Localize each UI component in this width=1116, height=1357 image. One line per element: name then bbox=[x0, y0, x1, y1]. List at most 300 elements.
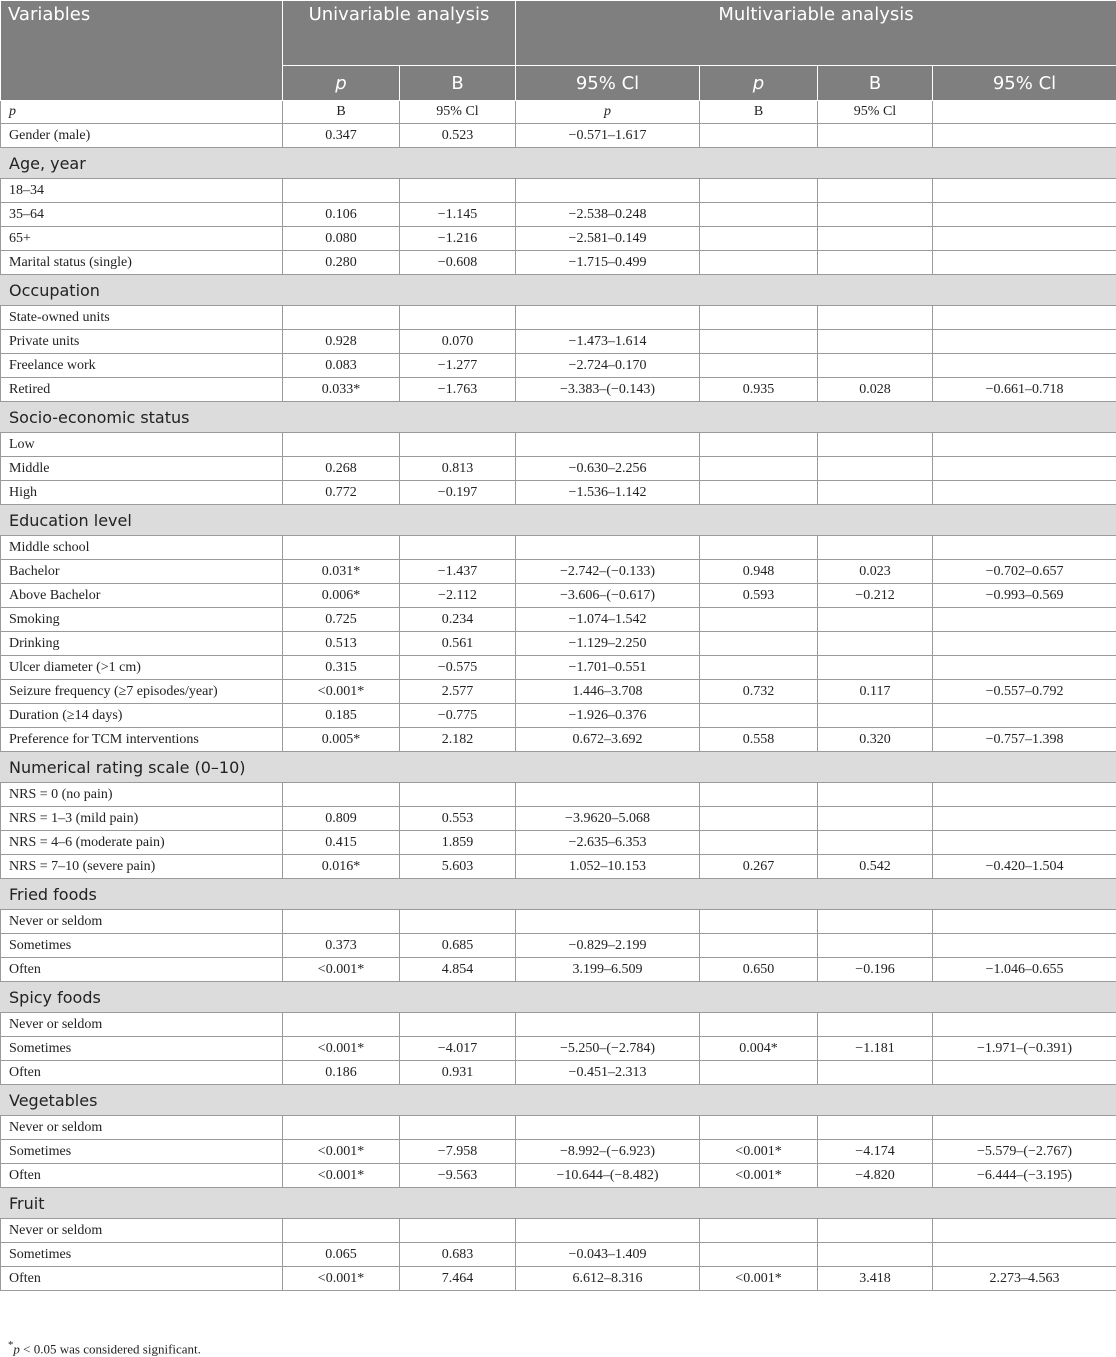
table-cell bbox=[818, 536, 933, 560]
table-cell bbox=[400, 1116, 516, 1140]
table-cell bbox=[818, 656, 933, 680]
table-row bbox=[1, 680, 1116, 704]
table-cell: 1.052–10.153 bbox=[516, 855, 700, 879]
table-cell: 0.672–3.692 bbox=[516, 728, 700, 752]
row-label: Private units bbox=[1, 330, 283, 354]
section-row bbox=[1, 982, 1116, 1013]
table-cell: 0.185 bbox=[283, 704, 400, 728]
table-cell bbox=[818, 124, 933, 148]
subheader-cell: p bbox=[1, 101, 283, 124]
table-cell bbox=[700, 306, 818, 330]
table-cell bbox=[283, 910, 400, 934]
table-cell: 6.612–8.316 bbox=[516, 1267, 700, 1291]
table-cell: 0.725 bbox=[283, 608, 400, 632]
header-univariable: Univariable analysis bbox=[283, 1, 516, 66]
subheader-cell: B bbox=[700, 101, 818, 124]
table-cell bbox=[700, 251, 818, 275]
table-cell bbox=[700, 608, 818, 632]
table-cell: <0.001* bbox=[700, 1164, 818, 1188]
row-label: NRS = 7–10 (severe pain) bbox=[1, 855, 283, 879]
header-uni-p: p bbox=[283, 66, 400, 101]
table-cell: 0.234 bbox=[400, 608, 516, 632]
table-cell bbox=[283, 433, 400, 457]
table-row bbox=[1, 807, 1116, 831]
table-cell: −2.112 bbox=[400, 584, 516, 608]
table-cell: 0.561 bbox=[400, 632, 516, 656]
table-cell: 2.273–4.563 bbox=[933, 1267, 1116, 1291]
table-cell bbox=[283, 1219, 400, 1243]
section-row bbox=[1, 1188, 1116, 1219]
row-label: State-owned units bbox=[1, 306, 283, 330]
section-label: Fried foods bbox=[1, 879, 1116, 910]
table-row bbox=[1, 378, 1116, 402]
table-cell bbox=[516, 1116, 700, 1140]
table-cell: −2.581–0.149 bbox=[516, 227, 700, 251]
table-row bbox=[1, 728, 1116, 752]
table-cell: −0.757–1.398 bbox=[933, 728, 1116, 752]
row-label: Ulcer diameter (>1 cm) bbox=[1, 656, 283, 680]
table-cell: 0.415 bbox=[283, 831, 400, 855]
table-cell bbox=[700, 354, 818, 378]
header-variables: Variables bbox=[1, 1, 283, 101]
table-cell bbox=[400, 306, 516, 330]
table-row bbox=[1, 203, 1116, 227]
table-row bbox=[1, 608, 1116, 632]
table-cell bbox=[933, 910, 1116, 934]
table-cell: 0.732 bbox=[700, 680, 818, 704]
table-cell bbox=[283, 306, 400, 330]
table-cell bbox=[933, 783, 1116, 807]
table-cell: −1.129–2.250 bbox=[516, 632, 700, 656]
section-row bbox=[1, 148, 1116, 179]
row-label: NRS = 4–6 (moderate pain) bbox=[1, 831, 283, 855]
table-cell: −0.212 bbox=[818, 584, 933, 608]
table-cell bbox=[400, 536, 516, 560]
table-cell: −1.701–0.551 bbox=[516, 656, 700, 680]
section-row bbox=[1, 879, 1116, 910]
table-cell: −0.420–1.504 bbox=[933, 855, 1116, 879]
table-cell bbox=[818, 1013, 933, 1037]
table-cell bbox=[818, 354, 933, 378]
table-cell bbox=[700, 481, 818, 505]
row-label: Sometimes bbox=[1, 1243, 283, 1267]
table-cell: 3.199–6.509 bbox=[516, 958, 700, 982]
header-multivariable: Multivariable analysis bbox=[516, 1, 1116, 66]
table-cell: 0.083 bbox=[283, 354, 400, 378]
table-cell bbox=[933, 831, 1116, 855]
table-cell: 0.005* bbox=[283, 728, 400, 752]
table-header bbox=[1, 1, 1116, 101]
table-row bbox=[1, 1061, 1116, 1085]
table-cell bbox=[933, 1013, 1116, 1037]
table-cell: −3.606–(−0.617) bbox=[516, 584, 700, 608]
table-row bbox=[1, 704, 1116, 728]
table-row bbox=[1, 1116, 1116, 1140]
section-label: Age, year bbox=[1, 148, 1116, 179]
row-label: Freelance work bbox=[1, 354, 283, 378]
table-cell bbox=[516, 306, 700, 330]
table-cell: −1.971–(−0.391) bbox=[933, 1037, 1116, 1061]
section-row bbox=[1, 1085, 1116, 1116]
table-cell: 0.186 bbox=[283, 1061, 400, 1085]
table-cell bbox=[933, 227, 1116, 251]
table-cell: 4.854 bbox=[400, 958, 516, 982]
table-cell bbox=[516, 179, 700, 203]
table-row bbox=[1, 831, 1116, 855]
table-cell: 2.577 bbox=[400, 680, 516, 704]
table-cell bbox=[400, 433, 516, 457]
subheader-row bbox=[1, 101, 1116, 124]
table-cell bbox=[818, 608, 933, 632]
table-cell: 1.859 bbox=[400, 831, 516, 855]
table-cell bbox=[818, 1061, 933, 1085]
table-cell bbox=[700, 330, 818, 354]
row-label: Above Bachelor bbox=[1, 584, 283, 608]
row-label: Often bbox=[1, 1267, 283, 1291]
table-cell: 0.006* bbox=[283, 584, 400, 608]
table-cell bbox=[283, 1116, 400, 1140]
table-cell: <0.001* bbox=[700, 1267, 818, 1291]
row-label: Sometimes bbox=[1, 1037, 283, 1061]
table-cell bbox=[818, 457, 933, 481]
table-cell: 0.070 bbox=[400, 330, 516, 354]
table-cell: −1.074–1.542 bbox=[516, 608, 700, 632]
table-cell bbox=[700, 831, 818, 855]
table-cell bbox=[700, 124, 818, 148]
table-cell: 0.683 bbox=[400, 1243, 516, 1267]
table-cell bbox=[700, 910, 818, 934]
section-row bbox=[1, 505, 1116, 536]
table-cell: 0.268 bbox=[283, 457, 400, 481]
footnote-text: < 0.05 was considered significant. bbox=[20, 1341, 201, 1356]
row-label: 65+ bbox=[1, 227, 283, 251]
table-body bbox=[1, 101, 1116, 1291]
table-cell bbox=[516, 783, 700, 807]
header-multi-b: B bbox=[818, 66, 933, 101]
table-cell bbox=[700, 704, 818, 728]
table-cell bbox=[933, 656, 1116, 680]
table-cell bbox=[700, 227, 818, 251]
header-multi-p: p bbox=[700, 66, 818, 101]
table-cell bbox=[818, 481, 933, 505]
table-cell: 0.593 bbox=[700, 584, 818, 608]
row-label: High bbox=[1, 481, 283, 505]
table-cell: −8.992–(−6.923) bbox=[516, 1140, 700, 1164]
table-cell: −0.571–1.617 bbox=[516, 124, 700, 148]
header-uni-ci: 95% Cl bbox=[516, 66, 700, 101]
table-cell: 0.280 bbox=[283, 251, 400, 275]
table-cell bbox=[283, 536, 400, 560]
section-label: Spicy foods bbox=[1, 982, 1116, 1013]
row-label: 35–64 bbox=[1, 203, 283, 227]
table-cell: <0.001* bbox=[283, 1267, 400, 1291]
table-cell bbox=[700, 656, 818, 680]
table-cell bbox=[700, 203, 818, 227]
table-cell: −0.702–0.657 bbox=[933, 560, 1116, 584]
table-cell: 0.106 bbox=[283, 203, 400, 227]
table-cell: 0.004* bbox=[700, 1037, 818, 1061]
table-cell bbox=[818, 330, 933, 354]
table-cell: 2.182 bbox=[400, 728, 516, 752]
table-cell bbox=[933, 1061, 1116, 1085]
table-cell bbox=[818, 1243, 933, 1267]
table-cell bbox=[400, 783, 516, 807]
table-row bbox=[1, 536, 1116, 560]
table-cell: 0.315 bbox=[283, 656, 400, 680]
table-cell bbox=[933, 608, 1116, 632]
table-cell: −10.644–(−8.482) bbox=[516, 1164, 700, 1188]
row-label: Often bbox=[1, 958, 283, 982]
table-row bbox=[1, 227, 1116, 251]
row-label: Marital status (single) bbox=[1, 251, 283, 275]
table-cell: −2.538–0.248 bbox=[516, 203, 700, 227]
table-cell bbox=[700, 1061, 818, 1085]
row-label: Preference for TCM interventions bbox=[1, 728, 283, 752]
table-cell: 0.809 bbox=[283, 807, 400, 831]
table-row bbox=[1, 560, 1116, 584]
row-label: Never or seldom bbox=[1, 910, 283, 934]
table-cell: 0.558 bbox=[700, 728, 818, 752]
table-row bbox=[1, 1013, 1116, 1037]
table-cell: −1.277 bbox=[400, 354, 516, 378]
table-cell: −4.017 bbox=[400, 1037, 516, 1061]
table-cell: −5.250–(−2.784) bbox=[516, 1037, 700, 1061]
table-cell: −0.196 bbox=[818, 958, 933, 982]
table-cell bbox=[933, 433, 1116, 457]
row-label: NRS = 0 (no pain) bbox=[1, 783, 283, 807]
table-row bbox=[1, 656, 1116, 680]
table-row bbox=[1, 910, 1116, 934]
table-cell bbox=[933, 179, 1116, 203]
table-cell bbox=[700, 179, 818, 203]
table-cell: −7.958 bbox=[400, 1140, 516, 1164]
table-cell: 0.935 bbox=[700, 378, 818, 402]
table-cell: 7.464 bbox=[400, 1267, 516, 1291]
table-cell: −2.724–0.170 bbox=[516, 354, 700, 378]
table-cell: 0.065 bbox=[283, 1243, 400, 1267]
table-cell: 0.553 bbox=[400, 807, 516, 831]
row-label: Never or seldom bbox=[1, 1013, 283, 1037]
table-cell: −0.043–1.409 bbox=[516, 1243, 700, 1267]
table-row bbox=[1, 934, 1116, 958]
footnote-p: p bbox=[13, 1341, 20, 1356]
subheader-cell: B bbox=[283, 101, 400, 124]
table-cell: 0.373 bbox=[283, 934, 400, 958]
table-cell: −0.451–2.313 bbox=[516, 1061, 700, 1085]
table-cell bbox=[818, 783, 933, 807]
row-label: Middle school bbox=[1, 536, 283, 560]
row-label: NRS = 1–3 (mild pain) bbox=[1, 807, 283, 831]
row-label: Smoking bbox=[1, 608, 283, 632]
table-cell: −1.763 bbox=[400, 378, 516, 402]
header-uni-b: B bbox=[400, 66, 516, 101]
table-cell: 0.117 bbox=[818, 680, 933, 704]
table-cell bbox=[818, 807, 933, 831]
row-label: Drinking bbox=[1, 632, 283, 656]
table-cell: −0.557–0.792 bbox=[933, 680, 1116, 704]
table-cell: −0.575 bbox=[400, 656, 516, 680]
footnote bbox=[8, 1339, 201, 1357]
section-row bbox=[1, 752, 1116, 783]
table-cell: −3.9620–5.068 bbox=[516, 807, 700, 831]
table-cell: 3.418 bbox=[818, 1267, 933, 1291]
table-cell: −6.444–(−3.195) bbox=[933, 1164, 1116, 1188]
table-row bbox=[1, 354, 1116, 378]
table-cell bbox=[818, 934, 933, 958]
table-cell bbox=[933, 1116, 1116, 1140]
table-cell bbox=[400, 910, 516, 934]
row-label: Never or seldom bbox=[1, 1219, 283, 1243]
table-cell: 0.685 bbox=[400, 934, 516, 958]
footnote-mark: * bbox=[8, 1339, 13, 1351]
table-cell: 0.033* bbox=[283, 378, 400, 402]
table-row bbox=[1, 330, 1116, 354]
row-label: Often bbox=[1, 1164, 283, 1188]
table-cell bbox=[933, 306, 1116, 330]
table-cell bbox=[818, 704, 933, 728]
table-cell: −1.473–1.614 bbox=[516, 330, 700, 354]
table-cell bbox=[400, 1219, 516, 1243]
table-cell: 5.603 bbox=[400, 855, 516, 879]
table-cell: 0.650 bbox=[700, 958, 818, 982]
table-cell: −2.635–6.353 bbox=[516, 831, 700, 855]
table-cell bbox=[933, 1219, 1116, 1243]
table-cell bbox=[516, 433, 700, 457]
table-cell: <0.001* bbox=[700, 1140, 818, 1164]
section-label: Numerical rating scale (0–10) bbox=[1, 752, 1116, 783]
row-label: Often bbox=[1, 1061, 283, 1085]
table-cell bbox=[516, 536, 700, 560]
table-cell: 0.542 bbox=[818, 855, 933, 879]
subheader-cell: p bbox=[516, 101, 700, 124]
table-cell bbox=[818, 251, 933, 275]
table-cell: −0.630–2.256 bbox=[516, 457, 700, 481]
table-cell: −3.383–(−0.143) bbox=[516, 378, 700, 402]
table-cell: −4.820 bbox=[818, 1164, 933, 1188]
table-row bbox=[1, 783, 1116, 807]
row-label: Never or seldom bbox=[1, 1116, 283, 1140]
table-row bbox=[1, 251, 1116, 275]
table-cell bbox=[818, 179, 933, 203]
section-label: Fruit bbox=[1, 1188, 1116, 1219]
table-cell bbox=[818, 1219, 933, 1243]
table-cell: −4.174 bbox=[818, 1140, 933, 1164]
table-cell bbox=[933, 536, 1116, 560]
table-cell: −5.579–(−2.767) bbox=[933, 1140, 1116, 1164]
section-row bbox=[1, 402, 1116, 433]
row-label: Bachelor bbox=[1, 560, 283, 584]
table-row bbox=[1, 481, 1116, 505]
table-cell bbox=[400, 1013, 516, 1037]
table-cell: −0.829–2.199 bbox=[516, 934, 700, 958]
subheader-cell bbox=[933, 101, 1116, 124]
table-cell: −1.715–0.499 bbox=[516, 251, 700, 275]
table-cell bbox=[283, 783, 400, 807]
table-cell bbox=[933, 251, 1116, 275]
row-label: Duration (≥14 days) bbox=[1, 704, 283, 728]
table-cell bbox=[933, 330, 1116, 354]
row-label: Sometimes bbox=[1, 934, 283, 958]
table-cell: −1.216 bbox=[400, 227, 516, 251]
row-label: Sometimes bbox=[1, 1140, 283, 1164]
table-row bbox=[1, 1219, 1116, 1243]
table-cell: <0.001* bbox=[283, 1140, 400, 1164]
table-cell: 0.080 bbox=[283, 227, 400, 251]
section-label: Vegetables bbox=[1, 1085, 1116, 1116]
subheader-cell: 95% Cl bbox=[818, 101, 933, 124]
table-cell bbox=[818, 632, 933, 656]
section-label: Socio-economic status bbox=[1, 402, 1116, 433]
table-cell bbox=[933, 203, 1116, 227]
table-cell: 0.031* bbox=[283, 560, 400, 584]
table-cell: −9.563 bbox=[400, 1164, 516, 1188]
table-cell bbox=[818, 1116, 933, 1140]
table-cell: −0.661–0.718 bbox=[933, 378, 1116, 402]
table-cell: 0.347 bbox=[283, 124, 400, 148]
table-cell: −1.046–0.655 bbox=[933, 958, 1116, 982]
subheader-cell: 95% Cl bbox=[400, 101, 516, 124]
table-cell bbox=[933, 354, 1116, 378]
table-cell: −0.608 bbox=[400, 251, 516, 275]
table-cell: −1.181 bbox=[818, 1037, 933, 1061]
table-cell bbox=[933, 1243, 1116, 1267]
section-row bbox=[1, 275, 1116, 306]
table-row bbox=[1, 584, 1116, 608]
table-row bbox=[1, 855, 1116, 879]
table-cell bbox=[516, 1013, 700, 1037]
table-cell: 0.023 bbox=[818, 560, 933, 584]
table-cell: −0.993–0.569 bbox=[933, 584, 1116, 608]
table-cell: −1.145 bbox=[400, 203, 516, 227]
table-cell bbox=[933, 632, 1116, 656]
table-cell bbox=[818, 306, 933, 330]
table-cell bbox=[516, 910, 700, 934]
table-cell bbox=[700, 536, 818, 560]
table-cell bbox=[516, 1219, 700, 1243]
table-cell bbox=[933, 124, 1116, 148]
section-label: Education level bbox=[1, 505, 1116, 536]
row-label: Middle bbox=[1, 457, 283, 481]
table-cell: −2.742–(−0.133) bbox=[516, 560, 700, 584]
table-cell bbox=[700, 1219, 818, 1243]
table-row bbox=[1, 457, 1116, 481]
table-cell bbox=[700, 934, 818, 958]
table-cell: −1.536–1.142 bbox=[516, 481, 700, 505]
table-cell: −0.775 bbox=[400, 704, 516, 728]
table-cell bbox=[700, 632, 818, 656]
table-cell: 0.267 bbox=[700, 855, 818, 879]
table-cell bbox=[933, 481, 1116, 505]
header-multi-ci: 95% Cl bbox=[933, 66, 1116, 101]
table-cell: <0.001* bbox=[283, 1164, 400, 1188]
table-cell bbox=[400, 179, 516, 203]
table-cell bbox=[818, 831, 933, 855]
table-cell: 1.446–3.708 bbox=[516, 680, 700, 704]
table-cell: −1.437 bbox=[400, 560, 516, 584]
table-cell bbox=[933, 704, 1116, 728]
table-cell bbox=[283, 1013, 400, 1037]
row-label: Low bbox=[1, 433, 283, 457]
section-label: Occupation bbox=[1, 275, 1116, 306]
table-cell: 0.813 bbox=[400, 457, 516, 481]
table-cell bbox=[283, 179, 400, 203]
table-cell: <0.001* bbox=[283, 1037, 400, 1061]
table-cell: 0.772 bbox=[283, 481, 400, 505]
table-row bbox=[1, 1267, 1116, 1291]
table-row bbox=[1, 306, 1116, 330]
table-cell bbox=[818, 203, 933, 227]
table-cell: −0.197 bbox=[400, 481, 516, 505]
